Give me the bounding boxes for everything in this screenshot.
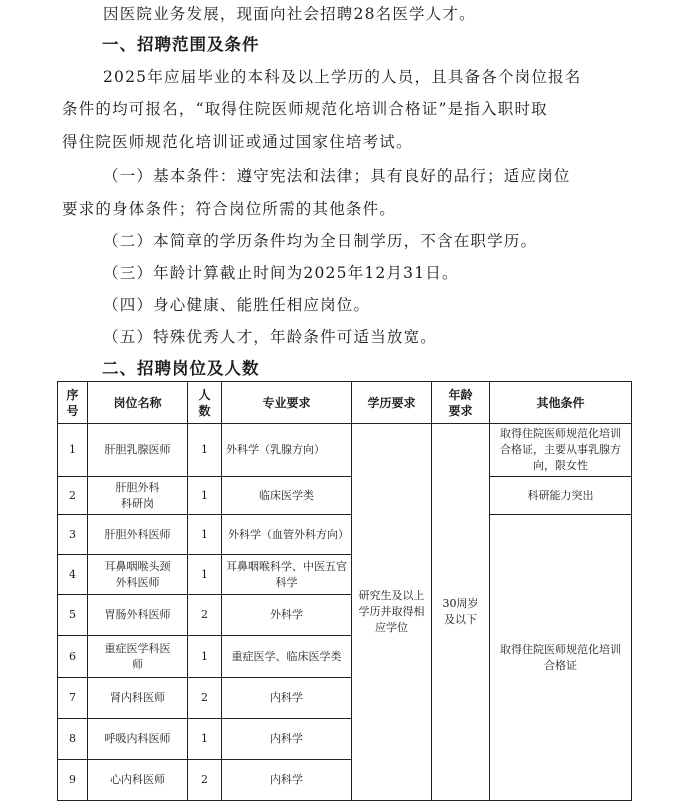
cell-position: 肝胆外科 科研岗 — [88, 477, 188, 515]
cell-position: 重症医学科医师 — [88, 636, 188, 678]
positions-table — [57, 381, 632, 801]
cell-count: 1 — [188, 719, 222, 760]
cell-major: 内科学 — [222, 760, 352, 801]
cell-position: 肾内科医师 — [88, 678, 188, 719]
header-other: 其他条件 — [490, 382, 632, 424]
section1-heading: 一、招聘范围及条件 — [102, 35, 260, 54]
cell-major: 重症医学、临床医学类 — [222, 636, 352, 678]
cell-seq: 3 — [58, 515, 88, 555]
cell-major: 耳鼻咽喉科学、中医五官科学 — [222, 555, 352, 595]
header-seq: 序 号 — [58, 382, 88, 424]
header-education: 学历要求 — [352, 382, 432, 424]
header-major: 专业要求 — [222, 382, 352, 424]
cell-count: 1 — [188, 636, 222, 678]
section2-heading: 二、招聘岗位及人数 — [102, 359, 260, 378]
cell-other-merged: 取得住院医师规范化培训合格证 — [490, 515, 632, 801]
cell-seq: 1 — [58, 424, 88, 477]
section1-para-line: 条件的均可报名，“取得住院医师规范化培训合格证”是指入职时取 — [62, 100, 548, 118]
condition-1-line: 要求的身体条件；符合岗位所需的其他条件。 — [62, 200, 397, 218]
cell-seq: 2 — [58, 477, 88, 515]
header-count: 人 数 — [188, 382, 222, 424]
cell-seq: 7 — [58, 678, 88, 719]
intro-line: 因医院业务发展，现面向社会招聘28名医学人才。 — [103, 5, 476, 23]
cell-count: 1 — [188, 555, 222, 595]
cell-major: 外科学 — [222, 595, 352, 636]
cell-count: 2 — [188, 678, 222, 719]
cell-position: 胃肠外科医师 — [88, 595, 188, 636]
cell-count: 2 — [188, 595, 222, 636]
table-row — [58, 477, 632, 515]
header-position: 岗位名称 — [88, 382, 188, 424]
cell-position: 耳鼻咽喉头颈外科医师 — [88, 555, 188, 595]
cell-count: 2 — [188, 760, 222, 801]
cell-major: 内科学 — [222, 678, 352, 719]
condition-5: （五）特殊优秀人才，年龄条件可适当放宽。 — [103, 328, 438, 346]
cell-seq: 6 — [58, 636, 88, 678]
header-age: 年龄 要求 — [432, 382, 490, 424]
table-row — [58, 424, 632, 477]
cell-major: 外科学（乳腺方向） — [222, 424, 352, 477]
condition-2: （二）本简章的学历条件均为全日制学历，不含在职学历。 — [103, 232, 538, 250]
cell-position: 心内科医师 — [88, 760, 188, 801]
cell-seq: 9 — [58, 760, 88, 801]
cell-education-merged: 研究生及以上学历并取得相应学位 — [352, 424, 432, 801]
cell-other: 科研能力突出 — [490, 477, 632, 515]
cell-seq: 4 — [58, 555, 88, 595]
section1-para-line: 得住院医师规范化培训证或通过国家住培考试。 — [62, 133, 413, 151]
cell-seq: 5 — [58, 595, 88, 636]
cell-major: 内科学 — [222, 719, 352, 760]
cell-age-merged: 30周岁及以下 — [432, 424, 490, 801]
cell-count: 1 — [188, 477, 222, 515]
cell-other: 取得住院医师规范化培训合格证，主要从事乳腺方向，限女性 — [490, 424, 632, 477]
table-row — [58, 515, 632, 555]
condition-1-line: （一）基本条件：遵守宪法和法律；具有良好的品行；适应岗位 — [103, 167, 571, 185]
cell-seq: 8 — [58, 719, 88, 760]
section1-para-line: 2025年应届毕业的本科及以上学历的人员，且具备各个岗位报名 — [103, 68, 582, 86]
table-header-row — [58, 382, 632, 424]
condition-3: （三）年龄计算截止时间为2025年12月31日。 — [103, 264, 459, 282]
cell-count: 1 — [188, 424, 222, 477]
cell-count: 1 — [188, 515, 222, 555]
condition-4: （四）身心健康、能胜任相应岗位。 — [103, 296, 371, 314]
cell-position: 肝胆外科医师 — [88, 515, 188, 555]
cell-position: 呼吸内科医师 — [88, 719, 188, 760]
cell-position: 肝胆乳腺医师 — [88, 424, 188, 477]
cell-major: 临床医学类 — [222, 477, 352, 515]
cell-major: 外科学（血管外科方向） — [222, 515, 352, 555]
